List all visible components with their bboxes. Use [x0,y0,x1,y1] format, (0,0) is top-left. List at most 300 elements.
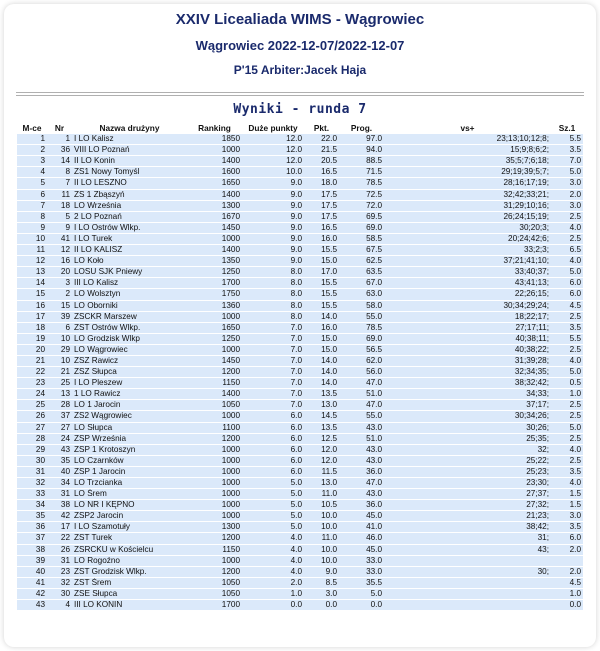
cell-points: 14.0 [304,312,339,322]
cell-vs: 37;21;41;10; [384,256,551,266]
cell-place: 43 [17,600,47,610]
cell-vs: 31;29;10;16; [384,201,551,211]
col-header-team: Nazwa drużyny [72,123,187,133]
cell-place: 42 [17,589,47,599]
cell-number: 15 [47,301,72,311]
cell-points: 15.5 [304,289,339,299]
cell-vs: 37;17; [384,400,551,410]
cell-points: 12.0 [304,456,339,466]
cell-ranking: 1700 [187,600,242,610]
cell-match-points: 4.0 [242,567,304,577]
cell-ranking: 1200 [187,533,242,543]
cell-progress: 51.0 [339,434,384,444]
table-row [17,134,583,144]
table-header-row [17,123,583,133]
cell-ranking: 1100 [187,423,242,433]
cell-match-points: 5.0 [242,489,304,499]
cell-ranking: 1050 [187,589,242,599]
cell-vs: 27;32; [384,500,551,510]
cell-board1: 5.0 [551,367,583,377]
cell-number: 41 [47,234,72,244]
cell-vs: 18;22;17; [384,312,551,322]
cell-ranking: 1250 [187,267,242,277]
cell-place: 12 [17,256,47,266]
cell-match-points: 7.0 [242,367,304,377]
cell-board1 [551,556,583,566]
table-row [17,312,583,322]
cell-ranking: 1650 [187,323,242,333]
cell-match-points: 1.0 [242,589,304,599]
cell-place: 36 [17,522,47,532]
table-row [17,500,583,510]
cell-place: 40 [17,567,47,577]
table-row [17,267,583,277]
cell-match-points: 2.0 [242,578,304,588]
cell-board1: 6.0 [551,278,583,288]
cell-place: 15 [17,289,47,299]
cell-vs: 32; [384,445,551,455]
cell-board1: 2.5 [551,411,583,421]
cell-place: 24 [17,389,47,399]
cell-points: 15.0 [304,334,339,344]
cell-points: 18.0 [304,178,339,188]
cell-ranking: 1000 [187,556,242,566]
cell-number: 28 [47,400,72,410]
cell-progress: 43.0 [339,456,384,466]
cell-progress: 45.0 [339,511,384,521]
cell-match-points: 10.0 [242,167,304,177]
cell-team-name: LO Koło [72,256,187,266]
cell-progress: 55.0 [339,411,384,421]
cell-number: 12 [47,245,72,255]
cell-board1: 3.5 [551,145,583,155]
cell-number: 9 [47,223,72,233]
cell-ranking: 1300 [187,522,242,532]
cell-match-points: 4.0 [242,556,304,566]
cell-progress: 46.0 [339,533,384,543]
cell-place: 34 [17,500,47,510]
cell-place: 31 [17,467,47,477]
page-title: XXIV Licealiada WIMS - Wągrowiec [175,11,425,28]
cell-points: 17.5 [304,190,339,200]
cell-progress: 36.0 [339,500,384,510]
cell-number: 35 [47,456,72,466]
table-row [17,201,583,211]
cell-progress: 67.5 [339,245,384,255]
cell-team-name: II LO LESZNO [72,178,187,188]
cell-progress: 43.0 [339,489,384,499]
cell-board1: 4.0 [551,445,583,455]
cell-progress: 51.0 [339,389,384,399]
cell-number: 39 [47,312,72,322]
cell-ranking: 1400 [187,389,242,399]
cell-vs: 25;35; [384,434,551,444]
cell-team-name: 1 LO Rawicz [72,389,187,399]
table-row [17,434,583,444]
col-header-progress: Prog. [339,123,384,133]
cell-board1: 4.0 [551,356,583,366]
cell-number: 26 [47,545,72,555]
cell-place: 18 [17,323,47,333]
cell-points: 11.0 [304,489,339,499]
cell-team-name: ZSP 1 Krotoszyn [72,445,187,455]
cell-team-name: II LO KALISZ [72,245,187,255]
cell-place: 13 [17,267,47,277]
cell-board1: 2.5 [551,212,583,222]
cell-board1: 7.0 [551,156,583,166]
cell-match-points: 8.0 [242,278,304,288]
cell-place: 8 [17,212,47,222]
cell-board1: 2.0 [551,545,583,555]
cell-board1: 3.5 [551,522,583,532]
cell-match-points: 7.0 [242,389,304,399]
cell-number: 30 [47,589,72,599]
cell-number: 42 [47,511,72,521]
cell-progress: 62.5 [339,256,384,266]
cell-ranking: 1650 [187,178,242,188]
cell-match-points: 9.0 [242,256,304,266]
results-table [17,122,583,611]
cell-team-name: LO Wągrowiec [72,345,187,355]
cell-board1: 2.5 [551,434,583,444]
cell-progress: 56.5 [339,345,384,355]
table-row [17,467,583,477]
cell-team-name: LO 1 Jarocin [72,400,187,410]
round-title: Wyniki - runda 7 [233,102,367,117]
cell-match-points: 12.0 [242,156,304,166]
table-row [17,400,583,410]
cell-team-name: I LO Turek [72,234,187,244]
cell-place: 9 [17,223,47,233]
cell-board1: 3.5 [551,467,583,477]
cell-progress: 71.5 [339,167,384,177]
table-row [17,278,583,288]
cell-match-points: 9.0 [242,178,304,188]
table-row [17,423,583,433]
cell-vs: 34;33; [384,389,551,399]
table-row [17,556,583,566]
cell-place: 41 [17,578,47,588]
cell-progress: 47.0 [339,478,384,488]
cell-progress: 72.5 [339,190,384,200]
cell-team-name: LO Trzcianka [72,478,187,488]
cell-ranking: 1450 [187,356,242,366]
cell-points: 10.0 [304,511,339,521]
table-row [17,522,583,532]
cell-number: 7 [47,178,72,188]
cell-vs: 38;32;42; [384,378,551,388]
cell-ranking: 1000 [187,312,242,322]
cell-team-name: ZST Ostrów Wlkp. [72,323,187,333]
cell-points: 10.5 [304,500,339,510]
event-date: Wągrowiec 2022-12-07/2022-12-07 [195,38,405,53]
col-header-place: M-ce [17,123,47,133]
table-row [17,190,583,200]
cell-board1: 6.5 [551,245,583,255]
cell-number: 13 [47,389,72,399]
cell-team-name: ZSCKR Marszew [72,312,187,322]
cell-number: 1 [47,134,72,144]
table-row [17,478,583,488]
cell-vs: 33;40;37; [384,267,551,277]
cell-match-points: 6.0 [242,423,304,433]
table-row [17,545,583,555]
cell-place: 25 [17,400,47,410]
cell-vs: 40;38;11; [384,334,551,344]
table-row [17,578,583,588]
cell-board1: 3.0 [551,178,583,188]
divider-bottom [16,95,584,96]
cell-match-points: 7.0 [242,378,304,388]
cell-ranking: 1200 [187,434,242,444]
cell-vs: 30;26; [384,423,551,433]
cell-team-name: I LO Pleszew [72,378,187,388]
cell-match-points: 5.0 [242,511,304,521]
cell-board1: 0.0 [551,600,583,610]
cell-board1: 2.5 [551,345,583,355]
table-row [17,145,583,155]
cell-match-points: 7.0 [242,356,304,366]
cell-ranking: 1700 [187,278,242,288]
cell-progress: 63.0 [339,289,384,299]
cell-points: 13.0 [304,478,339,488]
cell-ranking: 1050 [187,578,242,588]
cell-board1: 2.5 [551,456,583,466]
cell-team-name: ZST Grodzisk Wlkp. [72,567,187,577]
cell-match-points: 9.0 [242,190,304,200]
table-row [17,600,583,610]
cell-progress: 88.5 [339,156,384,166]
cell-match-points: 7.0 [242,334,304,344]
cell-team-name: LOSU SJK Pniewy [72,267,187,277]
cell-progress: 41.0 [339,522,384,532]
cell-match-points: 0.0 [242,600,304,610]
cell-board1: 6.0 [551,289,583,299]
cell-place: 27 [17,423,47,433]
cell-points: 14.5 [304,411,339,421]
cell-ranking: 1000 [187,456,242,466]
cell-points: 17.5 [304,201,339,211]
cell-place: 6 [17,190,47,200]
cell-progress: 58.0 [339,301,384,311]
table-row [17,345,583,355]
cell-board1: 3.0 [551,511,583,521]
cell-points: 16.5 [304,223,339,233]
cell-number: 22 [47,533,72,543]
table-row [17,212,583,222]
cell-match-points: 9.0 [242,223,304,233]
cell-board1: 1.5 [551,500,583,510]
cell-board1: 4.5 [551,301,583,311]
table-row [17,511,583,521]
col-header-ranking: Ranking [187,123,242,133]
cell-place: 39 [17,556,47,566]
cell-team-name: ZSRCKU w Kościelcu [72,545,187,555]
cell-team-name: I LO Kalisz [72,134,187,144]
cell-ranking: 1150 [187,378,242,388]
cell-ranking: 1600 [187,167,242,177]
cell-match-points: 12.0 [242,134,304,144]
cell-number: 40 [47,467,72,477]
cell-place: 38 [17,545,47,555]
cell-vs: 27;37; [384,489,551,499]
cell-match-points: 12.0 [242,145,304,155]
cell-match-points: 6.0 [242,467,304,477]
cell-points: 15.0 [304,256,339,266]
cell-points: 15.0 [304,345,339,355]
cell-board1: 5.0 [551,423,583,433]
cell-board1: 4.5 [551,578,583,588]
cell-vs: 35;5;7;6;18; [384,156,551,166]
cell-number: 31 [47,489,72,499]
cell-number: 5 [47,212,72,222]
cell-place: 28 [17,434,47,444]
cell-points: 16.5 [304,167,339,177]
cell-team-name: LO Wolsztyn [72,289,187,299]
cell-team-name: LO NR I KĘPNO [72,500,187,510]
cell-team-name: LO Września [72,201,187,211]
cell-points: 8.5 [304,578,339,588]
cell-progress: 62.0 [339,356,384,366]
cell-points: 0.0 [304,600,339,610]
cell-points: 17.0 [304,267,339,277]
cell-points: 15.5 [304,301,339,311]
cell-ranking: 1000 [187,489,242,499]
table-row [17,334,583,344]
cell-number: 31 [47,556,72,566]
cell-board1: 4.0 [551,223,583,233]
cell-vs: 25;23; [384,467,551,477]
cell-place: 30 [17,456,47,466]
table-row [17,533,583,543]
cell-number: 43 [47,445,72,455]
cell-team-name: ZSZ Rawicz [72,356,187,366]
cell-points: 12.0 [304,445,339,455]
cell-place: 29 [17,445,47,455]
cell-ranking: 1000 [187,345,242,355]
cell-match-points: 5.0 [242,500,304,510]
cell-number: 34 [47,478,72,488]
cell-points: 11.5 [304,467,339,477]
cell-vs: 31;39;28; [384,356,551,366]
cell-vs [384,600,551,610]
cell-team-name: LO Grodzisk Wlkp [72,334,187,344]
cell-ranking: 1250 [187,334,242,344]
cell-board1: 5.5 [551,134,583,144]
cell-match-points: 6.0 [242,411,304,421]
cell-ranking: 1200 [187,367,242,377]
cell-ranking: 1670 [187,212,242,222]
cell-number: 37 [47,411,72,421]
cell-progress: 36.0 [339,467,384,477]
cell-match-points: 5.0 [242,522,304,532]
cell-team-name: II LO Konin [72,156,187,166]
cell-number: 11 [47,190,72,200]
cell-progress: 55.0 [339,312,384,322]
cell-vs [384,556,551,566]
cell-vs [384,578,551,588]
cell-ranking: 1750 [187,289,242,299]
cell-ranking: 1000 [187,467,242,477]
cell-vs: 32;42;33;21; [384,190,551,200]
table-row [17,489,583,499]
cell-ranking: 1400 [187,245,242,255]
cell-team-name: I LO Ostrów Wlkp. [72,223,187,233]
cell-board1: 6.0 [551,533,583,543]
cell-number: 29 [47,345,72,355]
cell-team-name: LO Rogoźno [72,556,187,566]
table-row [17,301,583,311]
cell-progress: 94.0 [339,145,384,155]
cell-team-name: ZSZ Słupca [72,367,187,377]
cell-team-name: III LO Kalisz [72,278,187,288]
cell-place: 10 [17,234,47,244]
table-row [17,389,583,399]
cell-place: 20 [17,345,47,355]
cell-team-name: I LO Szamotuły [72,522,187,532]
cell-match-points: 9.0 [242,245,304,255]
cell-number: 4 [47,600,72,610]
arbiter-info: P'15 Arbiter:Jacek Haja [233,63,367,77]
cell-team-name: LO Czarnków [72,456,187,466]
cell-board1: 3.5 [551,323,583,333]
cell-board1: 2.5 [551,234,583,244]
table-row [17,289,583,299]
table-row [17,411,583,421]
cell-vs: 30;20;3; [384,223,551,233]
cell-points: 20.5 [304,156,339,166]
cell-match-points: 7.0 [242,345,304,355]
cell-points: 14.0 [304,378,339,388]
cell-progress: 69.0 [339,223,384,233]
cell-board1: 1.0 [551,589,583,599]
table-row [17,356,583,366]
cell-board1: 2.0 [551,567,583,577]
cell-team-name: VIII LO Poznań [72,145,187,155]
cell-number: 16 [47,256,72,266]
cell-ranking: 1000 [187,478,242,488]
cell-progress: 78.5 [339,178,384,188]
table-row [17,167,583,177]
cell-place: 16 [17,301,47,311]
cell-match-points: 7.0 [242,400,304,410]
cell-points: 15.5 [304,245,339,255]
cell-vs: 33;2;3; [384,245,551,255]
cell-vs: 27;17;11; [384,323,551,333]
cell-ranking: 1000 [187,411,242,421]
cell-place: 23 [17,378,47,388]
cell-ranking: 1400 [187,156,242,166]
cell-progress: 35.5 [339,578,384,588]
cell-vs: 32;34;35; [384,367,551,377]
cell-match-points: 6.0 [242,456,304,466]
cell-match-points: 8.0 [242,301,304,311]
cell-progress: 43.0 [339,423,384,433]
cell-progress: 43.0 [339,445,384,455]
cell-points: 12.5 [304,434,339,444]
cell-number: 32 [47,578,72,588]
cell-place: 3 [17,156,47,166]
cell-number: 27 [47,423,72,433]
cell-team-name: ZS 1 Zbąszyń [72,190,187,200]
cell-team-name: 2 LO Poznań [72,212,187,222]
cell-number: 38 [47,500,72,510]
cell-vs: 31; [384,533,551,543]
cell-points: 21.5 [304,145,339,155]
cell-number: 8 [47,167,72,177]
cell-board1: 2.5 [551,312,583,322]
cell-number: 18 [47,201,72,211]
